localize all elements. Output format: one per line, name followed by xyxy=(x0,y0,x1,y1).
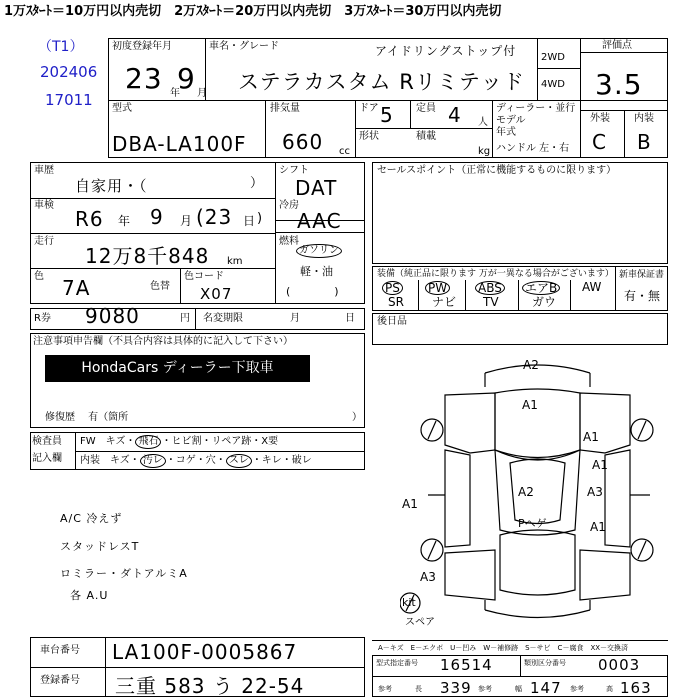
model-name: ステラカスタム Rリミテッド xyxy=(238,70,525,94)
first-reg-month: 9 xyxy=(177,62,196,95)
equip-pw: PW xyxy=(425,281,450,295)
recycle-yen-label: 円 xyxy=(180,313,190,324)
chassis-label: 車台番号 xyxy=(40,645,80,656)
type-value: DBA-LA100F xyxy=(112,132,247,156)
aircon-label: 冷房 xyxy=(279,200,299,211)
car-damage-diagram xyxy=(400,355,680,630)
class-num-label: 類別区分番号 xyxy=(524,659,566,667)
equip-abs: ABS xyxy=(475,281,505,295)
shaken-label: 車検 xyxy=(34,200,54,211)
later-items-label: 後日品 xyxy=(377,316,407,327)
first-reg-label: 初度登録年月 xyxy=(112,41,172,52)
type-num-value: 16514 xyxy=(440,656,493,674)
width-label: 幅 xyxy=(515,685,522,693)
history-close-paren: ） xyxy=(250,176,264,191)
kg-label: kg xyxy=(478,146,491,157)
grade-score-label: 評価点 xyxy=(602,40,632,51)
sales-point-box xyxy=(372,162,668,264)
first-reg-year: 23 xyxy=(125,62,163,95)
exterior-check-row: FW キズ・ 飛石 ・ヒビ割・リペア跡・X要 xyxy=(80,436,279,447)
repair-history-close: ） xyxy=(352,412,362,423)
new-warranty-label: 新車保証書 xyxy=(619,270,665,280)
damage-a1-left-front: A1 xyxy=(583,430,599,444)
chassis-value: LA100F-0005867 xyxy=(112,640,298,664)
damage-pdent: Pヘゲ xyxy=(518,517,547,530)
reg-value: 三重 583 う 22-54 xyxy=(115,674,305,698)
interior-label: 内装 xyxy=(634,113,654,124)
name-change-month: 月 xyxy=(290,313,300,324)
legend-rule xyxy=(372,640,668,641)
header-banner: 1万ｽﾀｰﾄ＝10万円以内売切 2万ｽﾀｰﾄ＝20万円以内売切 3万ｽﾀｰﾄ＝30万円以内売切 xyxy=(4,4,502,19)
fuel-selected: ガソリン xyxy=(296,244,342,258)
history-label: 車歴 xyxy=(34,165,54,176)
type-label: 型式 xyxy=(112,103,132,114)
shaken-day-label: 日 xyxy=(243,214,256,228)
cc-label: cc xyxy=(339,146,350,157)
displacement-value: 660 xyxy=(282,130,324,154)
equipment-label: 装備（純正品に限ります 万が一異なる場合がございます） xyxy=(377,269,614,279)
shaken-month: 9 xyxy=(150,205,164,229)
year-suffix-label: 年 xyxy=(170,88,180,99)
equip-navi: ナビ xyxy=(432,295,457,309)
entry-label: 記入欄 xyxy=(32,453,62,464)
note-line-2: スタッドレスT xyxy=(60,540,140,553)
exterior-score: C xyxy=(592,130,607,154)
damage-a2-roof: A2 xyxy=(518,485,534,499)
inspector-label: 検査員 xyxy=(32,436,62,447)
recycle-row xyxy=(30,308,365,330)
sales-point-label: セールスポイント（正常に機能するものに限ります） xyxy=(377,165,617,176)
interior-check-row: 内装 キズ・ 汚レ ・コゲ・穴・ スレ ・キレ・破レ xyxy=(80,455,312,466)
spare-label: スペア xyxy=(405,617,435,628)
equip-tv: TV xyxy=(483,295,499,309)
aircon-value: AAC xyxy=(297,209,342,233)
history-value: 自家用・（ xyxy=(75,177,148,195)
damage-a1-right-front: A1 xyxy=(592,458,608,472)
fuel-paren: ( ) xyxy=(286,285,339,298)
damage-a1-right-rear: A1 xyxy=(590,520,606,534)
type-num-label: 型式指定番号 xyxy=(376,659,418,667)
mileage-value: 12万8千848 xyxy=(85,244,210,268)
color-code-value: X07 xyxy=(200,285,233,303)
equip-aw: AW xyxy=(582,280,602,294)
shaken-month-label: 月 xyxy=(180,214,193,228)
reg-label: 登録番号 xyxy=(40,675,80,686)
dealer-banner: HondaCars ディーラー下取車 xyxy=(45,355,310,382)
damage-a1-left-side: A1 xyxy=(402,497,418,511)
color-change-label: 色替 xyxy=(150,281,170,292)
model-grade-label: 車名・グレード xyxy=(209,41,279,52)
dealer-label: ディーラー・並行 xyxy=(496,103,576,114)
length-value: 339 xyxy=(440,679,472,697)
person-label: 人 xyxy=(478,117,488,128)
damage-a3-left-rear: A3 xyxy=(420,570,436,584)
shift-label: シフト xyxy=(279,165,309,176)
recycle-value: 9080 xyxy=(85,304,140,328)
note-line-4: 各 A.U xyxy=(70,589,109,602)
shape-label: 形状 xyxy=(359,131,379,142)
model-note: アイドリングストップ付 xyxy=(375,44,517,58)
color-label: 色 xyxy=(34,271,44,282)
class-num-value: 0003 xyxy=(598,656,641,674)
equip-sr: SR xyxy=(388,295,404,309)
height-label: 高 xyxy=(606,685,613,693)
doors-label: ドア xyxy=(359,103,379,114)
model-year-label2: 年式 xyxy=(496,127,516,138)
month-suffix-label: 月 xyxy=(197,88,207,99)
4wd-label: 4WD xyxy=(541,79,565,90)
height-value: 163 xyxy=(620,679,652,697)
lot-date: 202406 xyxy=(40,63,98,81)
shift-value: DAT xyxy=(295,176,338,200)
name-change-day: 日 xyxy=(345,313,355,324)
repair-history: 修復歴 有（箇所 xyxy=(45,412,129,423)
shaken-year-label: 年 xyxy=(118,214,131,228)
damage-a2-top: A2 xyxy=(523,358,539,372)
damage-a1-hood: A1 xyxy=(522,398,538,412)
load-label: 積載 xyxy=(416,131,436,142)
later-items-box xyxy=(372,313,668,345)
interior-score: B xyxy=(637,130,652,154)
length-label: 長 xyxy=(415,685,422,693)
kit-mark: kit xyxy=(402,596,416,609)
model-year-label: モデル xyxy=(496,115,526,126)
2wd-label: 2WD xyxy=(541,52,565,63)
grade-score: 3.5 xyxy=(595,68,643,101)
damage-a3-right: A3 xyxy=(587,485,603,499)
color-value: 7A xyxy=(62,276,91,300)
note-line-1: A/C 冷えず xyxy=(60,512,123,525)
capacity-label: 定員 xyxy=(416,103,436,114)
width-ref-label: 参考 xyxy=(478,685,492,693)
name-change-label: 名変期限 xyxy=(203,313,243,324)
equip-ps: PS xyxy=(382,281,403,295)
note-line-3: ロミラー・ダトアルミA xyxy=(60,567,188,580)
shaken-day: (23 xyxy=(196,205,233,229)
lot-number: 17011 xyxy=(45,91,93,109)
mileage-label: 走行 xyxy=(34,236,54,247)
km-label: km xyxy=(227,256,243,267)
shaken-close-paren: ) xyxy=(257,211,263,226)
damage-legend: A－キズ E－エクボ U－凹み W－補修跡 S－サビ C－腐食 XX－交換済 xyxy=(378,644,629,652)
warranty-values: 有・無 xyxy=(624,289,661,303)
exterior-label: 外装 xyxy=(590,113,610,124)
color-code-label: 色コード xyxy=(184,271,224,282)
doors-value: 5 xyxy=(380,103,394,127)
displacement-label: 排気量 xyxy=(270,103,300,114)
shaken-era: R6 xyxy=(75,207,104,231)
recycle-label: R券 xyxy=(34,313,51,324)
notes-header: 注意事項申告欄（不具合内容は具体的に記入して下さい） xyxy=(33,336,293,347)
fuel-other: 軽・油 xyxy=(300,265,333,278)
fuel-label: 燃料 xyxy=(279,236,299,247)
capacity-value: 4 xyxy=(448,103,462,127)
height-ref-label: 参考 xyxy=(570,685,584,693)
width-value: 147 xyxy=(530,679,562,697)
handle-label: ハンドル 左・右 xyxy=(496,143,570,154)
equip-gau: ガウ xyxy=(532,295,557,309)
length-ref-label: 参考 xyxy=(378,685,392,693)
lot-tag: （T1） xyxy=(38,39,84,55)
equip-airbag: エアB xyxy=(522,281,560,295)
